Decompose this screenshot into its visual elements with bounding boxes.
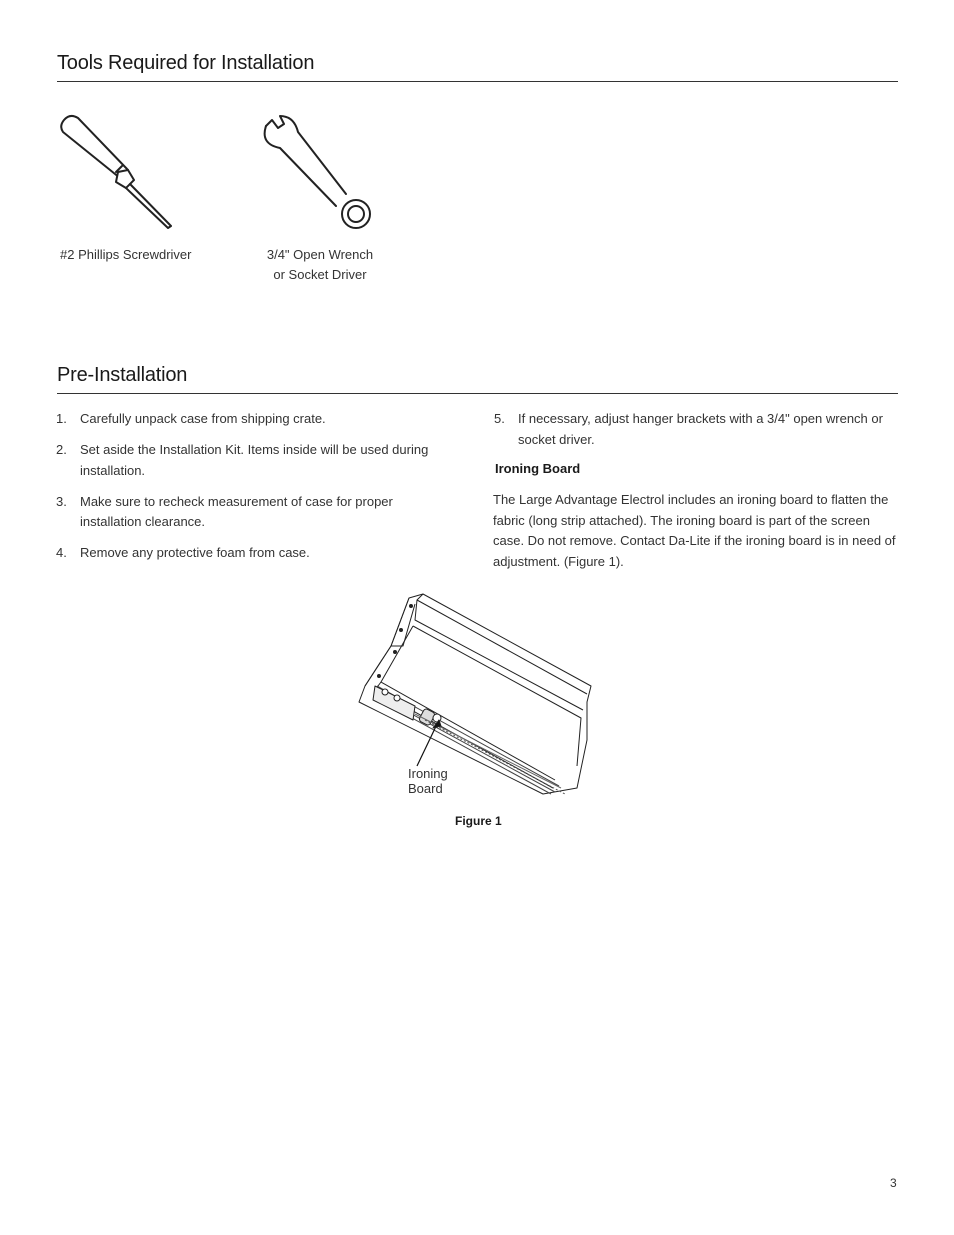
list-item: 3. Make sure to recheck measurement of case for proper installation clearance. — [56, 493, 393, 529]
callout-line1: Ironing — [408, 766, 448, 781]
figure-caption: Figure 1 — [455, 814, 502, 828]
steps-list-left — [56, 409, 456, 574]
tools-section-title: Tools Required for Installation — [57, 52, 315, 74]
wrench-caption — [255, 245, 385, 285]
ironing-board-paragraph: The Large Advantage Electrol includes an ironing board to flatten the fabric (long strip attached). The ironing board is part of the screen case. Do not remove. Contact Da-Lite if the ironing board is in need of adjustment. (Figure 1). — [493, 492, 896, 569]
list-item: 1. Carefully unpack case from shipping crate. — [56, 411, 326, 426]
preinstall-section-divider — [57, 393, 898, 394]
screen-case-illustration — [355, 590, 600, 800]
ironing-board-callout-label — [408, 766, 468, 796]
preinstall-section-title: Pre-Installation — [57, 364, 188, 386]
list-item: 5. If necessary, adjust hanger brackets with a 3/4" open wrench or socket driver. — [494, 411, 883, 447]
screwdriver-caption: #2 Phillips Screwdriver — [60, 247, 192, 262]
tools-section-divider — [57, 81, 898, 82]
wrench-icon — [258, 114, 378, 230]
list-item: 2. Set aside the Installation Kit. Items inside will be used during installation. — [56, 442, 429, 478]
screwdriver-icon — [58, 112, 178, 232]
page-number: 3 — [890, 1176, 897, 1190]
wrench-caption-line2: or Socket Driver — [273, 267, 367, 282]
ironing-board-heading: Ironing Board — [495, 461, 581, 476]
callout-line2: Board — [408, 781, 443, 796]
wrench-caption-line1: 3/4" Open Wrench — [266, 247, 374, 262]
steps-list-right — [494, 409, 894, 461]
list-item: 4. Remove any protective foam from case. — [56, 545, 310, 560]
